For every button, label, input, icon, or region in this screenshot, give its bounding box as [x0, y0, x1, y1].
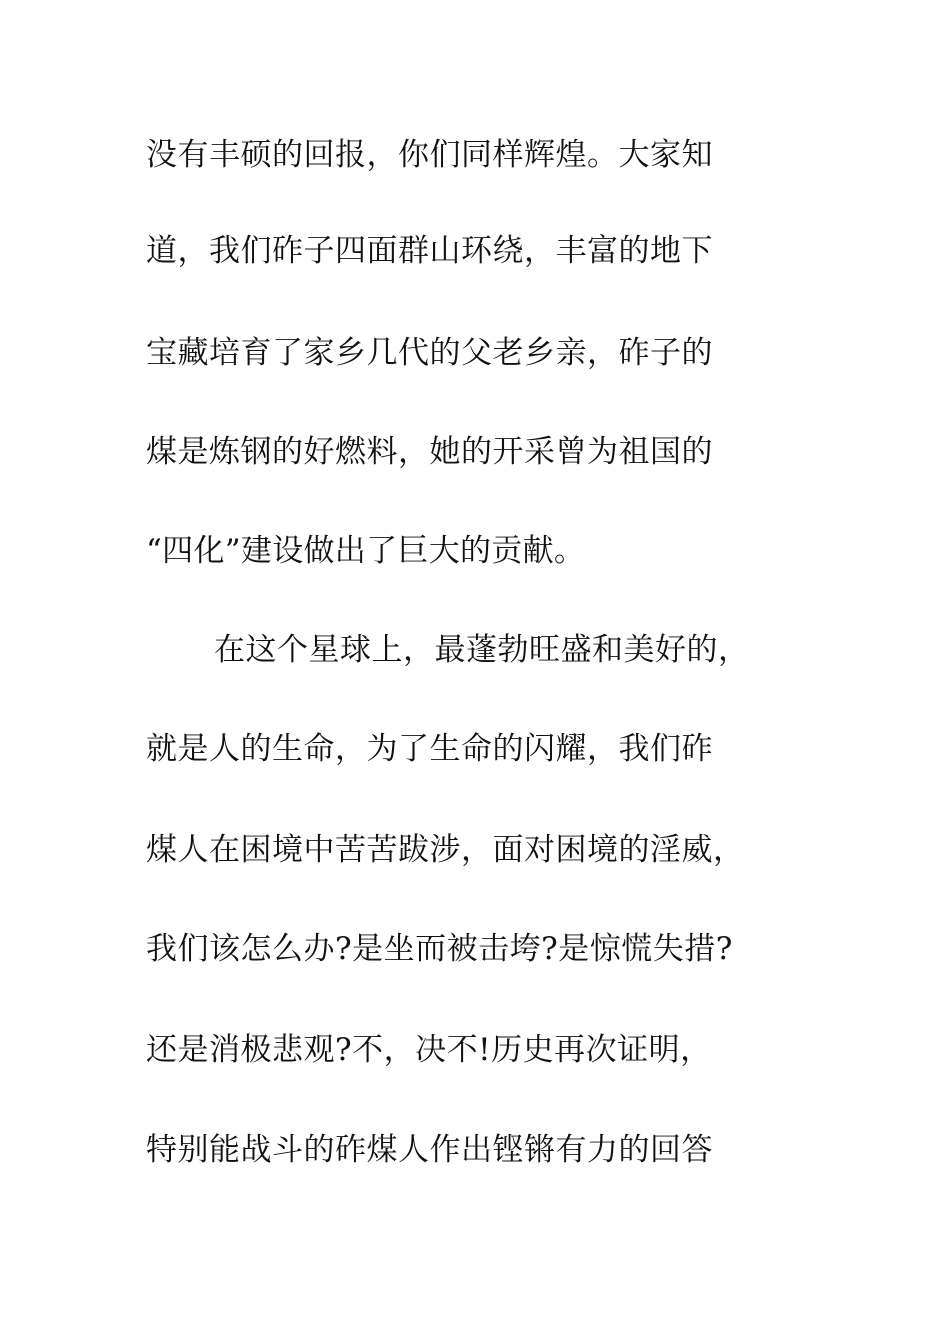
text-line: 还是消极悲观?不，决不!历史再次证明，: [146, 1032, 712, 1068]
text-line: 煤人在困境中苦苦跋涉，面对困境的淫威，: [146, 832, 745, 868]
text-line: 煤是炼钢的好燃料，她的开采曾为祖国的: [146, 434, 713, 470]
text-line: 就是人的生命，为了生命的闪耀，我们砟: [146, 731, 713, 767]
text-line: 我们该怎么办?是坐而被击垮?是惊慌失措?: [146, 931, 733, 967]
text-line: 没有丰硕的回报，你们同样辉煌。大家知: [146, 137, 713, 173]
text-line: 特别能战斗的砟煤人作出铿锵有力的回答: [146, 1132, 713, 1168]
paragraph-first-line: 在这个星球上，最蓬勃旺盛和美好的，: [214, 632, 750, 668]
text-line: 宝藏培育了家乡几代的父老乡亲，砟子的: [146, 335, 713, 371]
text-line: “四化”建设做出了巨大的贡献。: [146, 533, 586, 569]
text-line: 道，我们砟子四面群山环绕，丰富的地下: [146, 233, 713, 269]
